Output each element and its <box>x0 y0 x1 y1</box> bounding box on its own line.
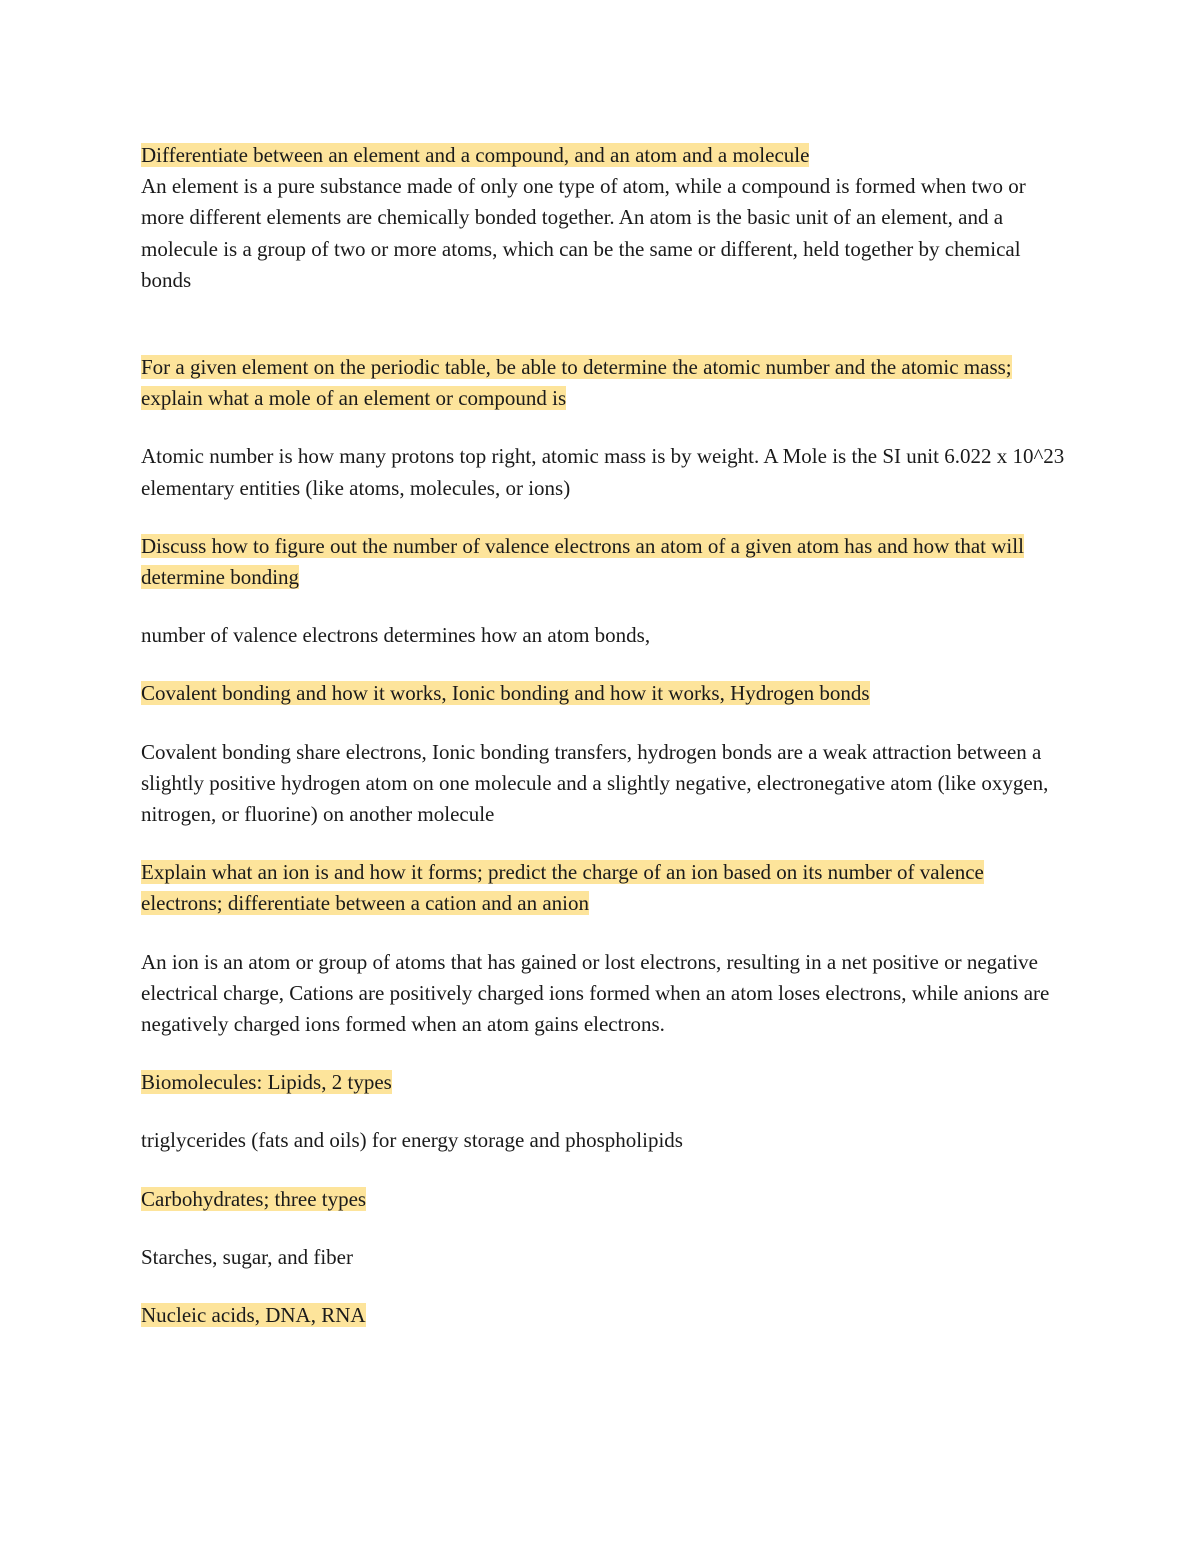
question-prompt <box>141 1067 1066 1098</box>
question-prompt <box>141 140 1066 171</box>
answer-text: Atomic number is how many protons top right, atomic mass is by weight. A Mole is the SI unit 6.022 x 10^23 elementary entities (like atoms, molecules, or ions) <box>141 444 1065 500</box>
answer-text: number of valence electrons determines how an atom bonds, <box>141 623 651 648</box>
highlighted-text: Covalent bonding and how it works, Ionic bonding and how it works, Hydrogen bonds <box>141 681 870 706</box>
question-prompt <box>141 1300 1066 1331</box>
highlighted-text: Nucleic acids, DNA, RNA <box>141 1303 366 1328</box>
question-prompt <box>141 678 1066 709</box>
highlighted-text: Biomolecules: Lipids, 2 types <box>141 1070 392 1095</box>
question-prompt <box>141 857 1066 919</box>
highlighted-text: Differentiate between an element and a compound, and an atom and a molecule <box>141 143 810 167</box>
highlighted-text: For a given element on the periodic table, be able to determine the atomic number and the atomic mass; explain what a mole of an element or compound is <box>141 355 1012 411</box>
question-prompt <box>141 531 1066 593</box>
answer-text: triglycerides (fats and oils) for energy storage and phospholipids <box>141 1128 683 1153</box>
question-prompt <box>141 1184 1066 1215</box>
question-prompt <box>141 352 1066 414</box>
answer-text: An ion is an atom or group of atoms that has gained or lost electrons, resulting in a net positive or negative electrical charge, Cations are positively charged ions formed when an atom loses electrons, while anions are negatively charged ions formed when an atom gains electrons. <box>141 949 1050 1037</box>
answer-text: Starches, sugar, and fiber <box>141 1244 353 1269</box>
answer-text: Covalent bonding share electrons, Ionic bonding transfers, hydrogen bonds are a weak attraction between a slightly positive hydrogen atom on one molecule and a slightly negative, electronegative atom (like oxygen, nitrogen, or fluorine) on another molecule <box>141 739 1049 827</box>
highlighted-text: Discuss how to figure out the number of valence electrons an atom of a given atom has and how that will determine bonding <box>141 533 1024 590</box>
answer-text: An element is a pure substance made of only one type of atom, while a compound is formed when two or more different elements are chemically bonded together. An atom is the basic unit of an element, and a molecule is a group of two or more atoms, which can be the same or different, held together by chemical bonds <box>141 174 1026 292</box>
document-page <box>141 140 1066 1331</box>
highlighted-text: Explain what an ion is and how it forms; predict the charge of an ion based on its number of valence electrons; differentiate between a cation and an anion <box>141 860 984 916</box>
highlighted-text: Carbohydrates; three types <box>141 1186 367 1211</box>
